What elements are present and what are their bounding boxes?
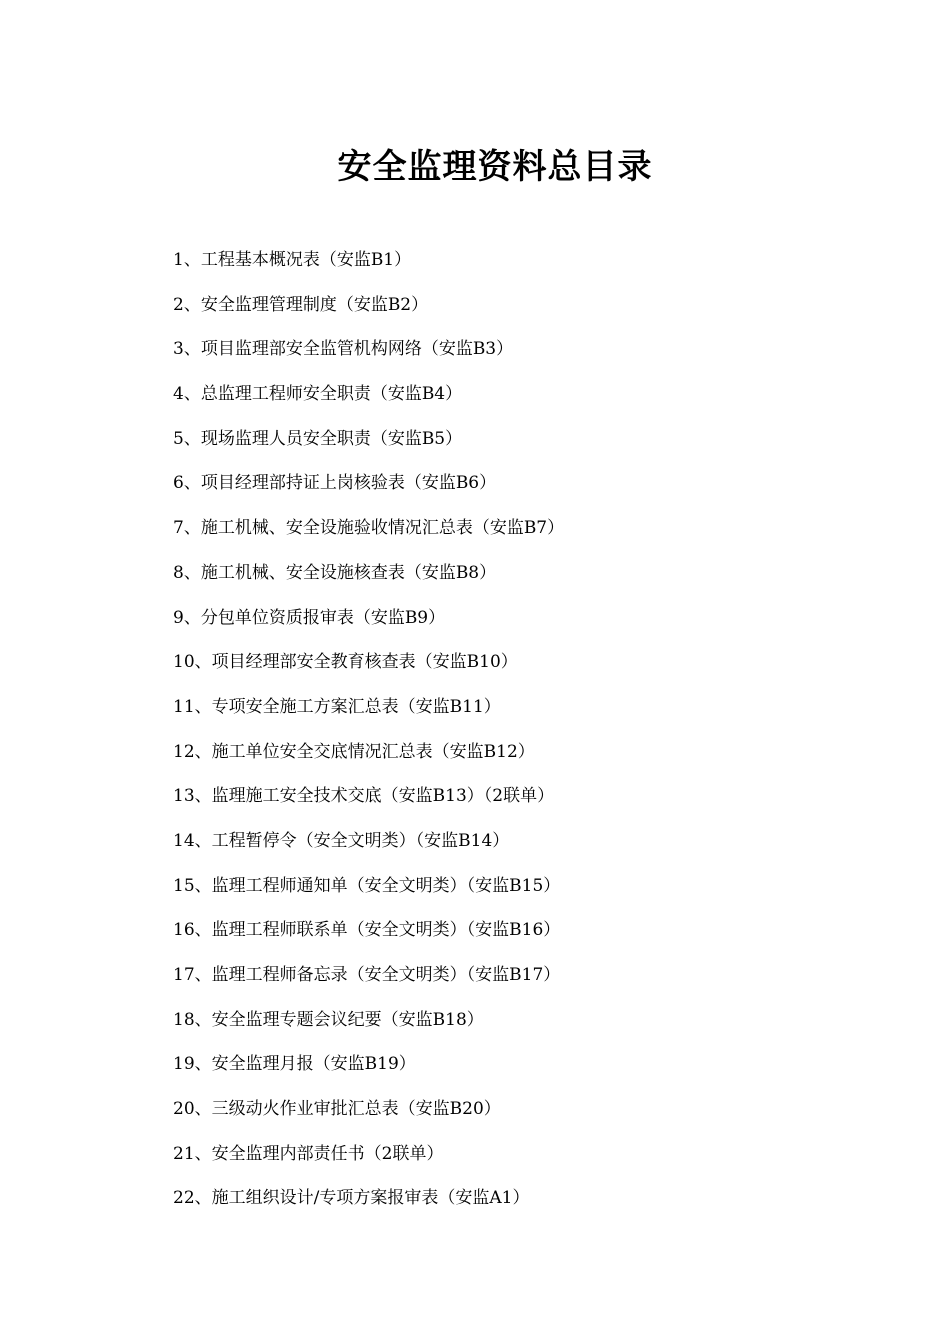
list-item: 21、安全监理内部责任书（2联单）	[173, 1143, 444, 1164]
list-item: 3、项目监理部安全监管机构网络（安监B3）	[173, 339, 514, 360]
list-item: 16、监理工程师联系单（安全文明类）（安监B16）	[173, 920, 561, 941]
list-item: 10、项目经理部安全教育核查表（安监B10）	[173, 652, 518, 673]
table-of-contents	[173, 243, 564, 1226]
list-item: 15、监理工程师通知单（安全文明类）（安监B15）	[173, 875, 561, 896]
list-item: 17、监理工程师备忘录（安全文明类）（安监B17）	[173, 965, 561, 985]
list-item: 8、施工机械、安全设施核查表（安监B8）	[173, 562, 497, 583]
list-item: 4、总监理工程师安全职责（安监B4）	[173, 384, 463, 405]
page-title: 安全监理资料总目录	[337, 147, 653, 187]
list-item: 7、施工机械、安全设施验收情况汇总表（安监B7）	[173, 518, 565, 539]
list-item: 22、施工组织设计/专项方案报审表（安监A1）	[173, 1188, 530, 1209]
list-item: 14、工程暂停令（安全文明类）（安监B14）	[173, 830, 510, 851]
list-item: 9、分包单位资质报审表（安监B9）	[173, 607, 446, 628]
list-item: 6、项目经理部持证上岗核验表（安监B6）	[173, 473, 497, 494]
list-item: 5、现场监理人员安全职责（安监B5）	[173, 428, 463, 449]
list-item: 11、专项安全施工方案汇总表（安监B11）	[173, 696, 501, 717]
list-item: 2、安全监理管理制度（安监B2）	[173, 294, 429, 315]
list-item: 12、施工单位安全交底情况汇总表（安监B12）	[173, 741, 535, 762]
list-item: 20、三级动火作业审批汇总表（安监B20）	[173, 1099, 501, 1120]
list-item: 1、工程基本概况表（安监B1）	[173, 250, 412, 270]
list-item: 13、监理施工安全技术交底（安监B13）（2联单）	[173, 786, 555, 807]
list-item: 18、安全监理专题会议纪要（安监B18）	[173, 1009, 484, 1030]
list-item: 19、安全监理月报（安监B19）	[173, 1054, 416, 1075]
